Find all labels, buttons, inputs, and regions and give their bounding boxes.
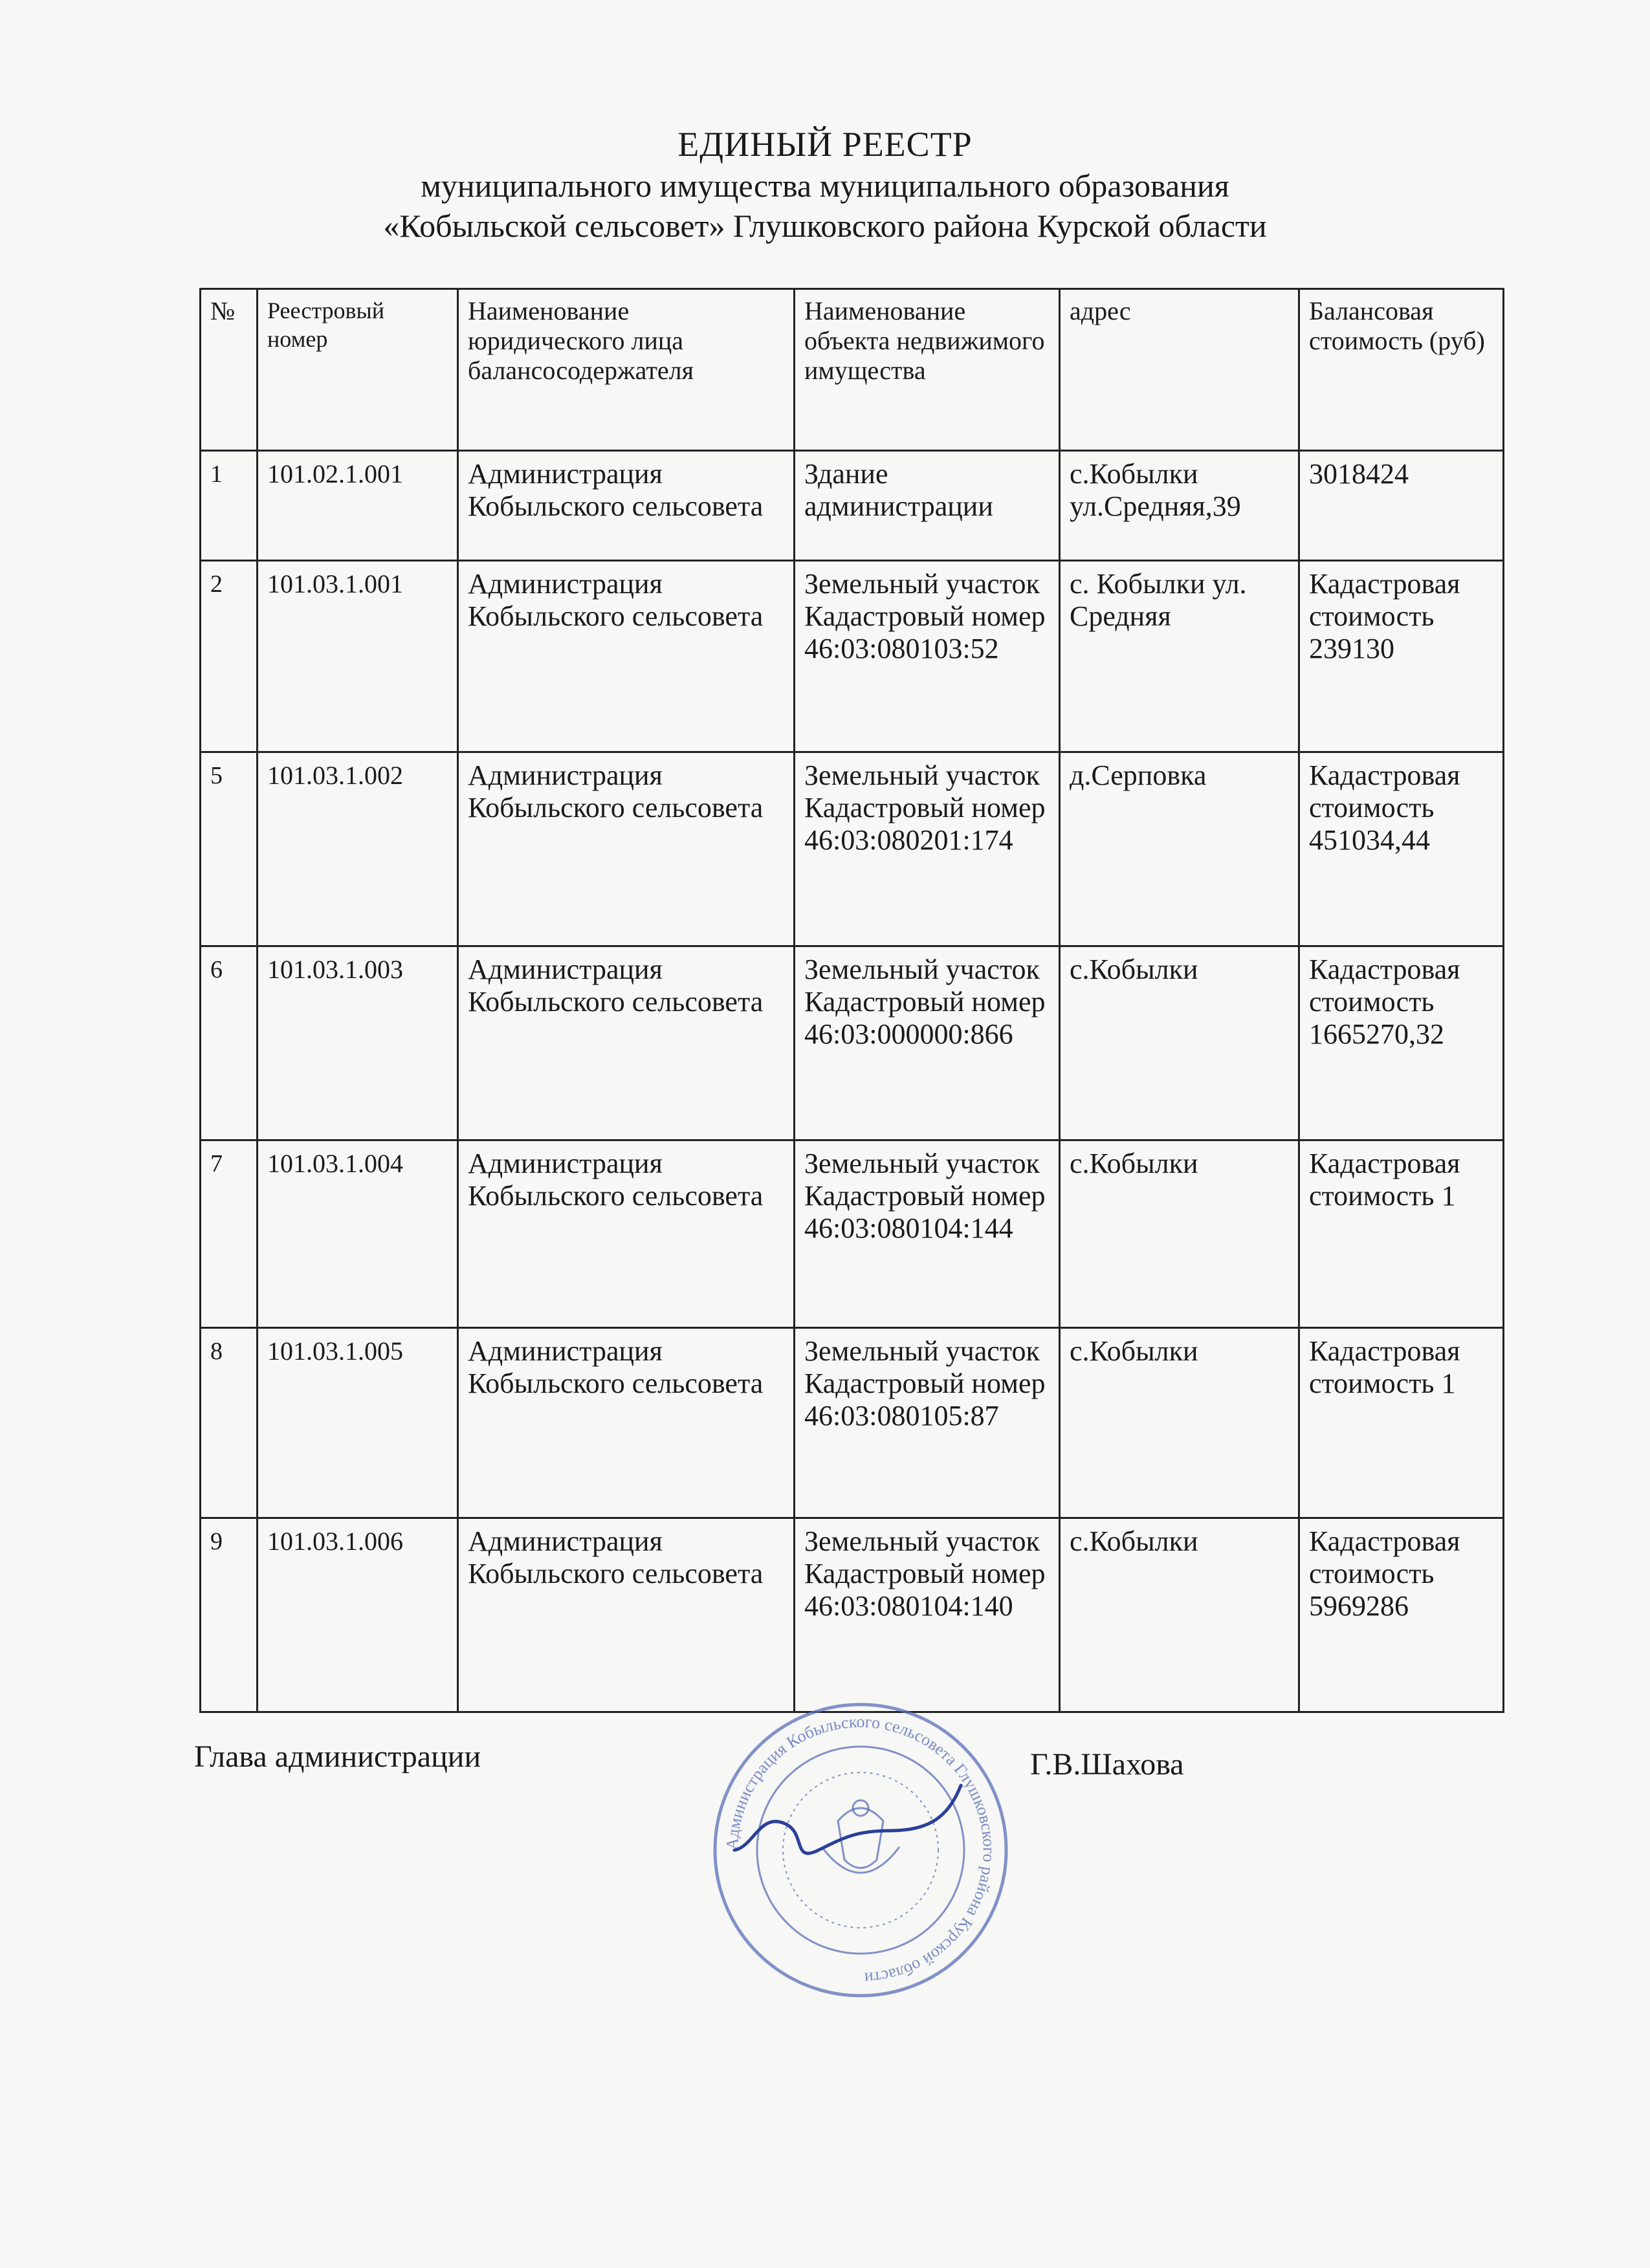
column-header-cost: Балансовая стоимость (руб): [1299, 289, 1504, 451]
cell-address: с.Кобылки: [1060, 1140, 1299, 1328]
cell-cost: Кадастровая стоимость 1: [1299, 1140, 1504, 1328]
signature-stroke: [734, 1785, 961, 1853]
cell-number: 8: [201, 1328, 258, 1518]
cell-number: 5: [201, 752, 258, 946]
cell-cost: Кадастровая стоимость 239130: [1299, 561, 1504, 752]
cell-registry-number: 101.03.1.003: [258, 946, 458, 1140]
document-header: [0, 123, 1650, 246]
svg-text:Администрация Кобыльского сель: Администрация Кобыльского сельсовета Глушковского района Курской области: [722, 1712, 999, 1989]
column-header-address: адрес: [1060, 289, 1299, 451]
cell-holder: Администрация Кобыльского сельсовета: [458, 561, 795, 752]
document-title: ЕДИНЫЙ РЕЕСТР: [677, 125, 973, 164]
cell-address: д.Серповка: [1060, 752, 1299, 946]
cell-registry-number: 101.03.1.002: [258, 752, 458, 946]
cell-holder: Администрация Кобыльского сельсовета: [458, 451, 795, 561]
document-subtitle-line1: муниципального имущества муниципального образования: [421, 168, 1229, 204]
cell-address: с.Кобылки: [1060, 946, 1299, 1140]
cell-object: Земельный участок Кадастровый номер 46:03:080104:140: [795, 1518, 1060, 1712]
cell-object: Земельный участок Кадастровый номер 46:03:080105:87: [795, 1328, 1060, 1518]
cell-registry-number: 101.03.1.004: [258, 1140, 458, 1328]
cell-registry-number: 101.03.1.005: [258, 1328, 458, 1518]
cell-object: Земельный участок Кадастровый номер 46:03:000000:866: [795, 946, 1060, 1140]
column-header-registry-number: Реестровый номер: [258, 289, 458, 451]
cell-registry-number: 101.03.1.006: [258, 1518, 458, 1712]
cell-number: 1: [201, 451, 258, 561]
cell-cost: Кадастровая стоимость 1665270,32: [1299, 946, 1504, 1140]
cell-object: Земельный участок Кадастровый номер 46:03:080103:52: [795, 561, 1060, 752]
signatory-name: Г.В.Шахова: [1030, 1747, 1184, 1782]
table-row: [201, 1518, 1504, 1712]
table-header-row: [201, 289, 1504, 451]
table-row: [201, 451, 1504, 561]
cell-cost: Кадастровая стоимость 1: [1299, 1328, 1504, 1518]
document-subtitle-line2: «Кобыльской сельсовет» Глушковского района Курской области: [383, 208, 1267, 244]
cell-holder: Администрация Кобыльского сельсовета: [458, 946, 795, 1140]
cell-registry-number: 101.02.1.001: [258, 451, 458, 561]
cell-address: с.Кобылки: [1060, 1328, 1299, 1518]
official-seal-icon: [709, 1698, 1013, 2002]
cell-address: с.Кобылки: [1060, 1518, 1299, 1712]
column-header-object: Наименование объекта недвижимого имущества: [795, 289, 1060, 451]
cell-registry-number: 101.03.1.001: [258, 561, 458, 752]
cell-cost: Кадастровая стоимость 5969286: [1299, 1518, 1504, 1712]
cell-address: с.Кобылки ул.Средняя,39: [1060, 451, 1299, 561]
column-header-holder: Наименование юридического лица балансосодержателя: [458, 289, 795, 451]
table-row: [201, 946, 1504, 1140]
column-header-number: №: [201, 289, 258, 451]
cell-holder: Администрация Кобыльского сельсовета: [458, 1140, 795, 1328]
table-row: [201, 752, 1504, 946]
cell-holder: Администрация Кобыльского сельсовета: [458, 1328, 795, 1518]
cell-number: 6: [201, 946, 258, 1140]
cell-cost: Кадастровая стоимость 451034,44: [1299, 752, 1504, 946]
registry-table: [199, 288, 1504, 1713]
signatory-position: Глава администрации: [194, 1739, 481, 1774]
cell-number: 2: [201, 561, 258, 752]
cell-number: 9: [201, 1518, 258, 1712]
cell-object: Земельный участок Кадастровый номер 46:03:080104:144: [795, 1140, 1060, 1328]
table-row: [201, 561, 1504, 752]
cell-address: с. Кобылки ул. Средняя: [1060, 561, 1299, 752]
cell-holder: Администрация Кобыльского сельсовета: [458, 752, 795, 946]
cell-cost: 3018424: [1299, 451, 1504, 561]
cell-object: Здание администрации: [795, 451, 1060, 561]
table-row: [201, 1328, 1504, 1518]
table-row: [201, 1140, 1504, 1328]
cell-number: 7: [201, 1140, 258, 1328]
cell-holder: Администрация Кобыльского сельсовета: [458, 1518, 795, 1712]
cell-object: Земельный участок Кадастровый номер 46:03:080201:174: [795, 752, 1060, 946]
